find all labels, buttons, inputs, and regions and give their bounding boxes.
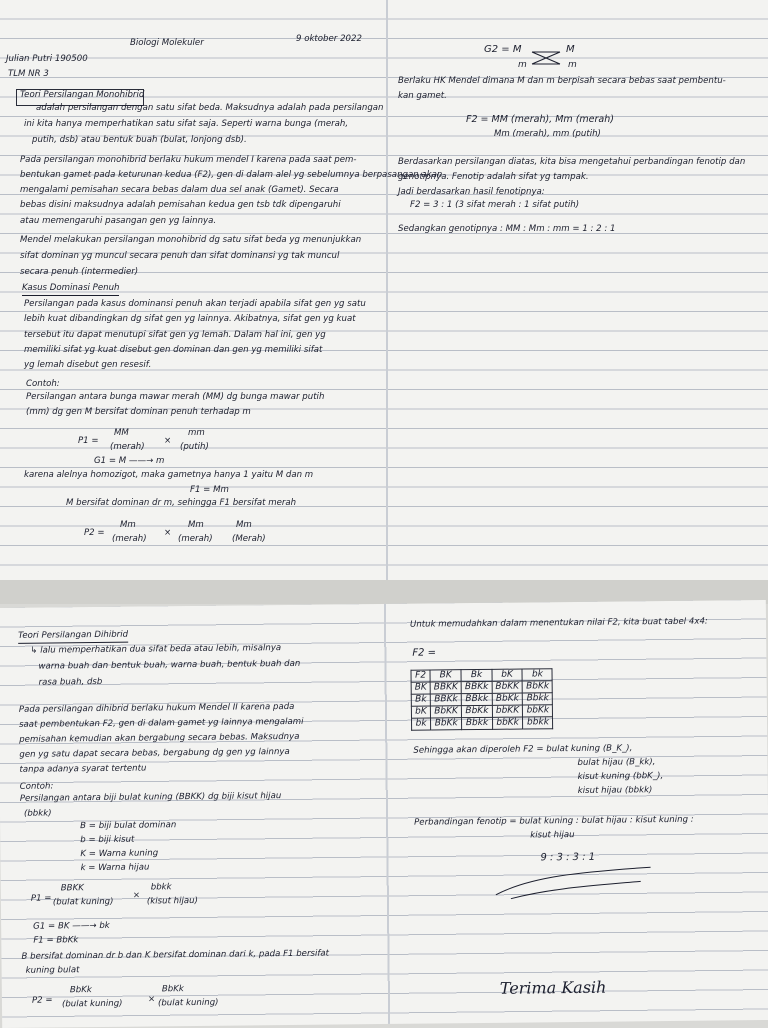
phenotype-label: (bulat kuning) xyxy=(157,997,219,1009)
punnett-row xyxy=(411,717,553,730)
punnett-cell: BBKk xyxy=(461,681,492,693)
punnett-cell: BbKk xyxy=(523,681,553,693)
punnett-header-cell: BK xyxy=(411,682,430,694)
text-line: bebas disini maksudnya adalah pemisahan kedua gen tsb tdk dipengaruhi xyxy=(20,200,341,210)
text-line: Berlaku HK Mendel dimana M dan m berpisah secara bebas saat pembentu- xyxy=(398,76,726,86)
text-line: genotipnya. Fenotip adalah sifat yg tampak. xyxy=(398,172,589,182)
text-line: mengalami pemisahan secara bebas dalam dua sel anak (Gamet). Secara xyxy=(20,185,339,195)
scribble-mark xyxy=(491,863,661,905)
allele-key: k = Warna hijau xyxy=(80,862,150,874)
genotype: bbkk xyxy=(150,882,172,893)
cross-symbol: × xyxy=(164,528,172,538)
phenotype-label: (merah) xyxy=(178,534,213,544)
p2-label: P2 = xyxy=(31,995,53,1006)
page-date: 9 oktober 2022 xyxy=(296,34,362,44)
genotype: BbKk xyxy=(69,985,92,996)
notebook-page-bottom xyxy=(0,600,768,1028)
f2-label: F2 = xyxy=(412,647,437,659)
punnett-header-cell: bk xyxy=(411,718,430,730)
text-line: saat pembentukan F2, gen di dalam gamet yg lainnya mengalami xyxy=(18,716,304,730)
p1-label: P1 = xyxy=(78,436,99,446)
text-line: tanpa adanya syarat tertentu xyxy=(19,763,147,775)
punnett-row xyxy=(411,681,553,694)
section-heading: Teori Persilangan Dihibrid xyxy=(18,629,128,644)
allele-key: K = Warna kuning xyxy=(80,848,159,860)
text-line: Berdasarkan persilangan diatas, kita bisa mengetahui perbandingan fenotip dan xyxy=(398,157,746,167)
punnett-cell: Bbkk xyxy=(523,693,553,705)
ratio-line: F2 = 3 : 1 (3 sifat merah : 1 sifat putih) xyxy=(410,200,580,210)
phenotype-label: (kisut hijau) xyxy=(146,895,198,907)
text-line: tersebut itu dapat menutupi sifat gen yg lemah. Dalam hal ini, gen yg xyxy=(24,330,326,340)
text-line: Persilangan pada kasus dominansi penuh akan terjadi apabila sifat gen yg satu xyxy=(24,299,366,309)
gamete-line: G1 = M ——→ m xyxy=(94,456,165,466)
punnett-cell: Bbkk xyxy=(462,717,493,729)
punnett-header-cell: Bk xyxy=(461,669,492,681)
text-line: atau memengaruhi pasangan gen yg lainnya. xyxy=(20,216,217,226)
punnett-cell: bbkk xyxy=(523,717,553,729)
punnett-cell: bbKK xyxy=(492,705,523,717)
g2-allele: m xyxy=(518,60,527,70)
text-line: kuning bulat xyxy=(25,965,80,976)
text-line: secara penuh (intermedier) xyxy=(20,267,139,277)
punnett-square xyxy=(410,668,553,730)
section-heading: Contoh: xyxy=(26,379,60,389)
punnett-header-cell: bk xyxy=(522,669,552,681)
text-line: Persilangan antara biji bulat kuning (BBKK) dg biji kisut hijau xyxy=(19,791,282,804)
genotype: Mm xyxy=(188,520,204,530)
genotype: Mm xyxy=(236,520,252,530)
text-line: (mm) dg gen M bersifat dominan penuh terhadap m xyxy=(26,407,251,417)
punnett-cell: BbKk xyxy=(492,693,523,705)
text-line: yg lemah disebut gen resesif. xyxy=(24,360,152,370)
g2-allele: M xyxy=(566,44,575,55)
phenotype-label: (bulat kuning) xyxy=(52,896,114,908)
text-line: ini kita hanya memperhatikan satu sifat saja. Seperti warna bunga (merah, xyxy=(24,119,349,129)
class-label: TLM NR 3 xyxy=(8,69,49,79)
text-line: adalah persilangan dengan satu sifat beda. Maksudnya adalah pada persilangan xyxy=(36,103,384,113)
text-line: gen yg satu dapat secara bebas, bergabung dg gen yg lainnya xyxy=(19,746,290,760)
text-line: memiliki sifat yg kuat disebut gen dominan dan gen yg memiliki sifat xyxy=(24,345,323,355)
text-line: Perbandingan fenotip = bulat kuning : bulat hijau : kisut kuning : xyxy=(414,814,694,828)
punnett-cell: BBKk xyxy=(430,694,461,706)
genotype: BBKK xyxy=(60,883,84,894)
punnett-header-cell: F2 xyxy=(411,670,430,682)
punnett-cell: BbKK xyxy=(492,681,523,693)
text-line: Untuk memudahkan dalam menentukan nilai F2, kita buat tabel 4x4: xyxy=(409,616,708,630)
text-line: kisut hijau xyxy=(530,830,575,841)
text-line: B bersifat dominan dr b dan K bersifat dominan dari k, pada F1 bersifat xyxy=(21,948,330,962)
punnett-row xyxy=(411,693,553,706)
punnett-cell: BBKK xyxy=(430,682,461,694)
phenotype-item: bulat hijau (B_kk), xyxy=(577,757,656,768)
allele-key: b = biji kisut xyxy=(80,834,135,846)
punnett-cell: BbKk xyxy=(431,718,462,730)
phenotype-label: (Merah) xyxy=(232,534,266,544)
phenotype-item: kisut kuning (bbK_), xyxy=(577,771,664,782)
phenotype-item: kisut hijau (bbkk) xyxy=(577,785,653,796)
g2-allele: m xyxy=(568,60,577,70)
text-line: ↳ lalu memperhatikan dua sifat beda atau lebih, misalnya xyxy=(30,643,282,656)
text-line: kan gamet. xyxy=(398,91,447,101)
section-heading: Contoh: xyxy=(19,781,54,792)
punnett-cell: bbKk xyxy=(492,717,523,729)
text-line: Mendel melakukan persilangan monohibrid dg satu sifat beda yg menunjukkan xyxy=(20,235,362,245)
text-line: Sehingga akan diperoleh F2 = bulat kuning (B_K_), xyxy=(413,743,633,756)
ratio-line: 9 : 3 : 3 : 1 xyxy=(540,851,596,864)
punnett-header-cell: BK xyxy=(430,670,461,682)
cross-symbol: × xyxy=(147,994,156,1005)
punnett-cell: bbKk xyxy=(523,705,553,717)
f1-line: F1 = Mm xyxy=(190,485,229,495)
f1-line: F1 = BbKk xyxy=(33,935,79,946)
text-line: pemisahan kemudian akan bergabung secara bebas. Maksudnya xyxy=(19,731,300,745)
genotype: MM xyxy=(114,428,129,438)
cross-symbol: × xyxy=(132,890,141,901)
text-line: Pada persilangan monohibrid berlaku hukum mendel I karena pada saat pem- xyxy=(20,155,357,165)
text-line: lebih kuat dibandingkan dg sifat gen yg lainnya. Akibatnya, sifat gen yg kuat xyxy=(24,314,356,324)
text-line: Persilangan antara bunga mawar merah (MM) dg bunga mawar putih xyxy=(26,392,325,402)
text-line: sifat dominan yg muncul secara penuh dan sifat dominansi yg tak muncul xyxy=(20,251,340,261)
p2-label: P2 = xyxy=(84,528,105,538)
section-heading: Teori Persilangan Monohibrid xyxy=(20,90,145,100)
phenotype-label: (bulat kuning) xyxy=(61,998,123,1010)
p1-label: P1 = xyxy=(30,893,52,904)
punnett-cell: BbKK xyxy=(430,706,461,718)
author-name: Julian Putri 190500 xyxy=(6,54,88,64)
genotype: Mm xyxy=(120,520,136,530)
cross-arrows-icon xyxy=(530,48,564,68)
text-line: putih, dsb) atau bentuk buah (bulat, lonjong dsb). xyxy=(32,135,247,145)
phenotype-label: (merah) xyxy=(110,442,145,452)
phenotype-label: (merah) xyxy=(112,534,147,544)
text-line: Pada persilangan dihibrid berlaku hukum Mendel II karena pada xyxy=(18,701,295,715)
text-line: Sedangkan genotipnya : MM : Mm : mm = 1 : 2 : 1 xyxy=(398,224,616,234)
genotype: BbKk xyxy=(161,984,184,995)
punnett-row xyxy=(411,705,553,718)
punnett-header-cell: Bk xyxy=(411,694,430,706)
text-line: M bersifat dominan dr m, sehingga F1 bersifat merah xyxy=(66,498,297,508)
punnett-cell: BbKk xyxy=(462,705,493,717)
phenotype-label: (putih) xyxy=(180,442,209,452)
text-line: bentukan gamet pada keturunan kedua (F2), gen di dalam alel yg sebelumnya berpasangan akan xyxy=(20,170,443,180)
genotype: mm xyxy=(188,428,205,438)
text-line: warna buah dan bentuk buah, warna buah, bentuk buah dan xyxy=(38,658,301,672)
punnett-header-cell: bK xyxy=(492,669,523,681)
punnett-row xyxy=(411,669,553,682)
text-line: Jadi berdasarkan hasil fenotipnya: xyxy=(398,187,545,197)
allele-key: B = biji bulat dominan xyxy=(80,820,177,832)
f2-line: F2 = MM (merah), Mm (merah) xyxy=(466,114,614,125)
f2-line: Mm (merah), mm (putih) xyxy=(494,129,601,139)
signature: Terima Kasih xyxy=(499,977,607,998)
gamete-line: G1 = BK ——→ bk xyxy=(33,920,110,932)
page-title: Biologi Molekuler xyxy=(130,38,204,48)
text-line: (bbkk) xyxy=(23,808,52,819)
g2-label: G2 = M xyxy=(484,44,522,55)
cross-symbol: × xyxy=(164,436,172,446)
section-heading: Kasus Dominasi Penuh xyxy=(22,282,119,296)
text-line: rasa buah, dsb xyxy=(38,676,103,688)
punnett-cell: BBkk xyxy=(461,693,492,705)
punnett-header-cell: bK xyxy=(411,706,430,718)
text-line: karena alelnya homozigot, maka gametnya hanya 1 yaitu M dan m xyxy=(24,470,314,480)
